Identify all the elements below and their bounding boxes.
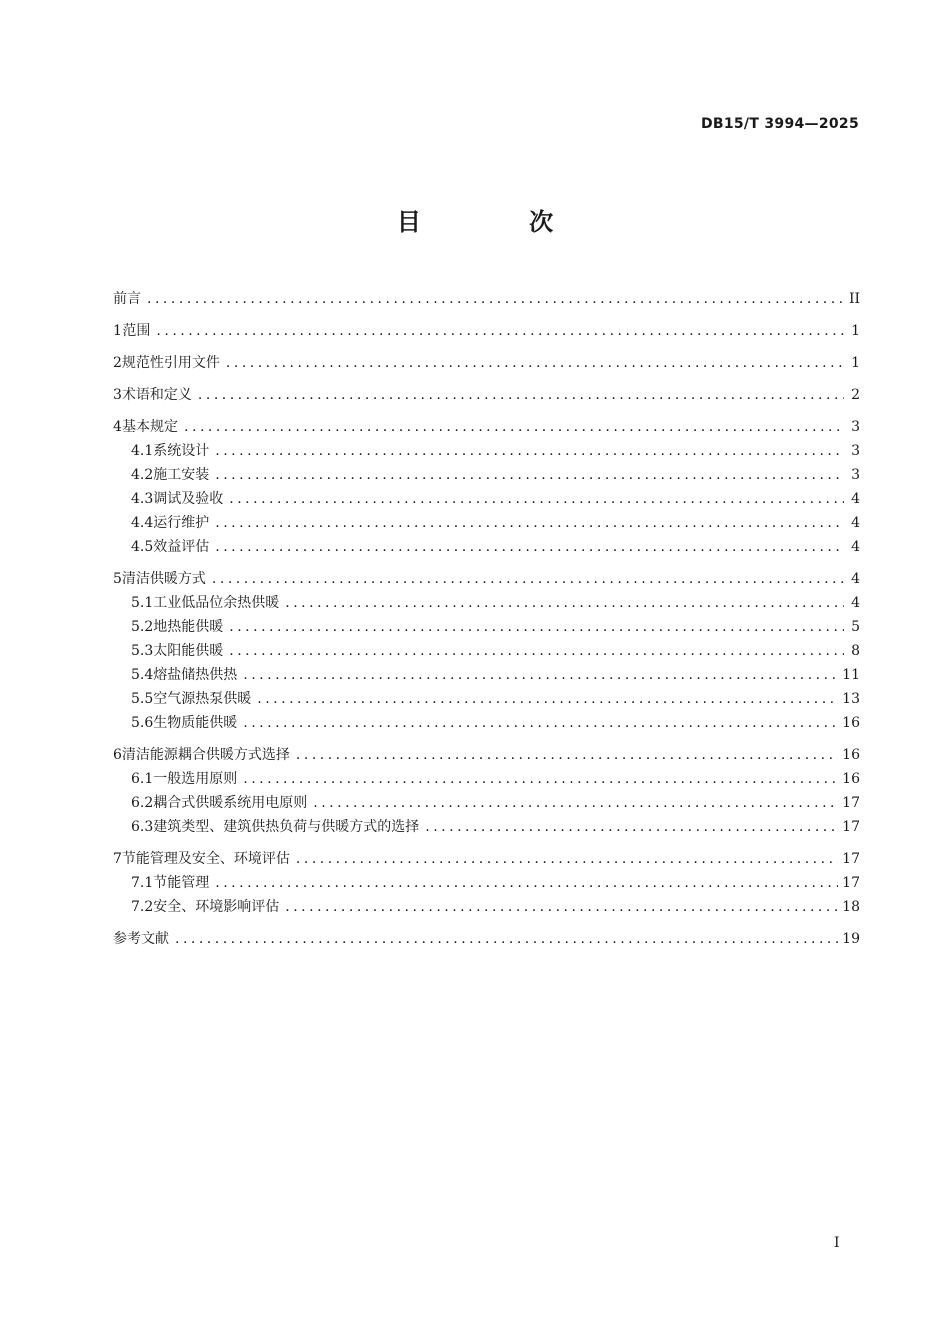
toc-entry-number: 5.4 <box>131 667 154 683</box>
toc-leader-dots <box>215 511 844 535</box>
toc-entry-page: 4 <box>851 491 860 507</box>
toc-entry-number: 5.5 <box>131 691 154 707</box>
toc-entry-title: 节能管理及安全、环境评估 <box>121 851 290 867</box>
toc-entry-page: 16 <box>842 715 860 731</box>
toc-entry-title: 地热能供暖 <box>153 619 224 635</box>
toc-title: 目 次 <box>396 208 604 236</box>
toc-entry[interactable] <box>113 591 860 615</box>
toc-leader-dots <box>215 535 844 559</box>
toc-entry-page: 1 <box>851 323 860 339</box>
toc-entry-page: 18 <box>842 899 860 915</box>
toc-entry-title: 节能管理 <box>153 875 210 891</box>
document-code: DB15/T 3994—2025 <box>700 116 859 132</box>
toc-entry-title: 熔盐储热供热 <box>153 667 238 683</box>
toc-entry-page: 16 <box>842 771 860 787</box>
toc-leader-dots <box>243 711 838 735</box>
toc-leader-dots <box>229 615 844 639</box>
toc-entry-number: 6 <box>113 747 122 763</box>
toc-entry[interactable] <box>113 815 860 839</box>
toc-entry[interactable] <box>113 871 860 895</box>
toc-entry-page: 3 <box>851 419 860 435</box>
toc-entry-number: 4 <box>113 419 122 435</box>
toc-leader-dots <box>212 567 844 591</box>
toc-entry-number: 7.2 <box>131 899 154 915</box>
toc-entry-number: 6.1 <box>131 771 154 787</box>
toc-leader-dots <box>215 463 844 487</box>
toc-leader-dots <box>229 487 844 511</box>
toc-entry-page: 19 <box>842 931 860 947</box>
toc-entry[interactable] <box>113 767 860 791</box>
toc-entry-page: 17 <box>842 819 860 835</box>
toc-entry-title: 安全、环境影响评估 <box>153 899 280 915</box>
toc-entry-page: 3 <box>851 443 860 459</box>
toc-entry-page: 11 <box>842 667 860 683</box>
toc-entry-page: 13 <box>842 691 860 707</box>
toc-leader-dots <box>296 743 838 767</box>
toc-entry-number: 2 <box>113 355 122 371</box>
toc-entry-title: 一般选用原则 <box>153 771 238 787</box>
toc-entry-number: 4.3 <box>131 491 154 507</box>
toc-entry-page: 3 <box>851 467 860 483</box>
toc-entry[interactable] <box>113 287 860 311</box>
toc-entry-title: 建筑类型、建筑供热负荷与供暖方式的选择 <box>153 819 420 835</box>
toc-entry[interactable] <box>113 535 860 559</box>
toc-entry-page: 17 <box>842 851 860 867</box>
toc-entry-page: 2 <box>851 387 860 403</box>
toc-entry-page: 16 <box>842 747 860 763</box>
toc-leader-dots <box>285 591 844 615</box>
toc-entry-number: 7.1 <box>131 875 154 891</box>
toc-entry-number: 4.5 <box>131 539 154 555</box>
toc-entry-number: 5.1 <box>131 595 154 611</box>
toc-entry-title: 清洁能源耦合供暖方式选择 <box>121 747 290 763</box>
toc-entry-title: 范围 <box>122 323 151 339</box>
toc-entry-number: 1 <box>113 323 122 339</box>
toc-entry-number: 5 <box>113 571 122 587</box>
toc-entry[interactable] <box>113 791 860 815</box>
toc-entry[interactable] <box>113 743 860 767</box>
toc-leader-dots <box>243 663 838 687</box>
toc-leader-dots <box>198 383 844 407</box>
toc-entry[interactable] <box>113 687 860 711</box>
toc-entry[interactable] <box>113 847 860 871</box>
toc-leader-dots <box>184 415 844 439</box>
toc-leader-dots <box>425 815 838 839</box>
toc-entry[interactable] <box>113 319 860 343</box>
toc-entry[interactable] <box>113 615 860 639</box>
toc-entry[interactable] <box>113 415 860 439</box>
toc-entry[interactable] <box>113 351 860 375</box>
toc-entry-page: 4 <box>851 571 860 587</box>
toc-leader-dots <box>285 895 838 919</box>
toc-entry-title: 工业低品位余热供暖 <box>153 595 280 611</box>
toc-leader-dots <box>257 687 838 711</box>
toc-entry-number: 6.2 <box>131 795 154 811</box>
toc-leader-dots <box>147 287 844 311</box>
toc-entry-number: 4.1 <box>131 443 154 459</box>
toc-entry-page: 17 <box>842 875 860 891</box>
toc-leader-dots <box>226 351 844 375</box>
toc-leader-dots <box>296 847 838 871</box>
toc-entry-number: 5.2 <box>131 619 154 635</box>
toc-entry-number: 5.6 <box>131 715 154 731</box>
toc-entry-page: 4 <box>851 515 860 531</box>
toc-entry-page: 4 <box>851 595 860 611</box>
toc-entry[interactable] <box>113 895 860 919</box>
toc-entry-number: 5.3 <box>131 643 154 659</box>
toc-leader-dots <box>156 319 844 343</box>
toc-leader-dots <box>229 639 844 663</box>
toc-entry-number: 7 <box>113 851 122 867</box>
toc-entry-title: 系统设计 <box>153 443 210 459</box>
toc-entry-title: 效益评估 <box>153 539 210 555</box>
toc-entry-title: 规范性引用文件 <box>121 355 220 371</box>
toc-entry[interactable] <box>113 463 860 487</box>
toc-entry-title: 基本规定 <box>122 419 179 435</box>
toc-entry-title: 运行维护 <box>153 515 210 531</box>
toc-entry[interactable] <box>113 927 860 951</box>
toc-entry[interactable] <box>113 383 860 407</box>
toc-entry-number: 6.3 <box>131 819 154 835</box>
toc-entry-title: 前言 <box>113 291 141 307</box>
toc-entry-title: 施工安装 <box>153 467 210 483</box>
toc-entry-page: 1 <box>851 355 860 371</box>
toc-leader-dots <box>215 439 844 463</box>
toc-leader-dots <box>175 927 838 951</box>
toc-entry-title: 生物质能供暖 <box>153 715 238 731</box>
toc-entry-number: 3 <box>113 387 122 403</box>
toc-leader-dots <box>215 871 838 895</box>
table-of-contents <box>113 287 860 951</box>
toc-entry[interactable] <box>113 439 860 463</box>
toc-entry-page: 17 <box>842 795 860 811</box>
toc-leader-dots <box>313 791 838 815</box>
toc-leader-dots <box>243 767 838 791</box>
toc-entry-title: 清洁供暖方式 <box>121 571 206 587</box>
toc-entry-number: 4.4 <box>131 515 154 531</box>
toc-entry-page: 5 <box>851 619 860 635</box>
toc-entry-title: 太阳能供暖 <box>153 643 224 659</box>
toc-entry[interactable] <box>113 663 860 687</box>
toc-entry[interactable] <box>113 639 860 663</box>
toc-entry-title: 耦合式供暖系统用电原则 <box>153 795 308 811</box>
toc-entry-title: 调试及验收 <box>153 491 224 507</box>
toc-entry-page: II <box>848 291 860 307</box>
page-number: I <box>834 1235 840 1251</box>
toc-entry-page: 4 <box>851 539 860 555</box>
toc-entry-number: 4.2 <box>131 467 154 483</box>
toc-entry[interactable] <box>113 711 860 735</box>
toc-entry-page: 8 <box>851 643 860 659</box>
toc-entry-title: 参考文献 <box>113 931 169 947</box>
toc-entry-title: 术语和定义 <box>121 387 192 403</box>
toc-entry[interactable] <box>113 567 860 591</box>
toc-entry-title: 空气源热泵供暖 <box>153 691 252 707</box>
toc-entry[interactable] <box>113 511 860 535</box>
toc-entry[interactable] <box>113 487 860 511</box>
